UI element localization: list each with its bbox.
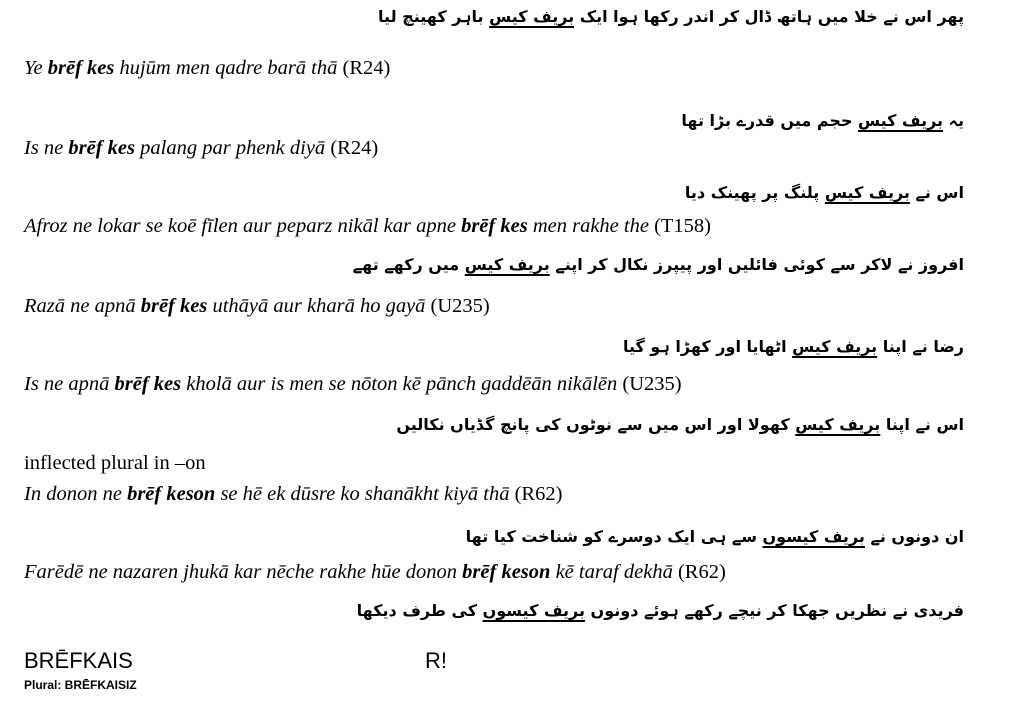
underlined-term: بریف کیس xyxy=(858,111,944,130)
urdu-example-2: یہ بریف کیس حجم میں قدرے بڑا تھا xyxy=(681,111,964,130)
bold-term: brēf kes xyxy=(114,373,182,395)
underlined-term: بریف کیس xyxy=(795,415,881,434)
underlined-term: بریف کیسوں xyxy=(482,601,585,620)
source-ref: (R62) xyxy=(677,561,726,583)
underlined-term: بریف کیسوں xyxy=(762,527,865,546)
underlined-term: بریف کیس xyxy=(464,255,550,274)
source-ref: (R24) xyxy=(330,137,379,159)
underlined-term: بریف کیس xyxy=(792,337,878,356)
urdu-example-1: پھر اس نے خلا میں ہاتھ ڈال کر اندر رکھا ہوا ایک بریف کیس باہر کھینچ لیا xyxy=(378,7,964,26)
latin-example-4: Razā ne apnā brēf kes uthāyā aur kharā ho gayā (U235) xyxy=(24,295,490,317)
latin-example-6: In donon ne brēf keson se hē ek dūsre ko shanākht kiyā thā (R62) xyxy=(24,483,563,505)
entry-mark: R! xyxy=(425,648,447,673)
urdu-example-3: اس نے بریف کیس پلنگ پر پھینک دیا xyxy=(684,183,964,202)
urdu-example-7: ان دونوں نے بریف کیسوں سے ہی ایک دوسرے کو شناخت کیا تھا xyxy=(465,527,964,546)
urdu-example-5: رضا نے اپنا بریف کیس اٹھایا اور کھڑا ہو گیا xyxy=(623,337,964,356)
bold-term: brēf kes xyxy=(68,137,136,159)
bold-term: brēf kes xyxy=(140,295,208,317)
latin-example-5: Is ne apnā brēf kes kholā aur is men se nōton kē pānch gaddēān nikālēn (U235) xyxy=(24,373,682,395)
source-ref: (R62) xyxy=(514,483,563,505)
source-ref: (R24) xyxy=(342,57,391,79)
source-ref: (T158) xyxy=(654,215,711,237)
headword: BRĒFKAIS xyxy=(24,648,133,673)
urdu-example-4: افروز نے لاکر سے کوئی فائلیں اور پیپرز نکال کر اپنے بریف کیس میں رکھے تھے xyxy=(352,255,964,274)
urdu-example-8: فریدی نے نظریں جھکا کر نیچے رکھے ہوئے دونوں بریف کیسوں کی طرف دیکھا xyxy=(356,601,964,620)
underlined-term: بریف کیس xyxy=(824,183,910,202)
bold-term: brēf keson xyxy=(127,483,216,505)
latin-example-2: Is ne brēf kes palang par phenk diyā (R24) xyxy=(24,137,379,159)
urdu-example-6: اس نے اپنا بریف کیس کھولا اور اس میں سے نوٹوں کی پانچ گڈیاں نکالیں xyxy=(396,415,964,434)
underlined-term: بریف کیس xyxy=(489,7,575,26)
bold-term: brēf kes xyxy=(47,57,115,79)
bold-term: brēf kes xyxy=(461,215,528,237)
latin-example-1: Ye brēf kes hujūm men qadre barā thā (R24) xyxy=(24,57,391,79)
source-ref: (U235) xyxy=(622,373,682,395)
latin-example-7: Farēdē ne nazaren jhukā kar nēche rakhe hūe donon brēf keson kē taraf dekhā (R62) xyxy=(24,561,726,583)
latin-example-3: Afroz ne lokar se koē fīlen aur peparz nikāl kar apne brēf kes men rakhe the (T158) xyxy=(24,215,711,237)
source-ref: (U235) xyxy=(430,295,490,317)
section-note: inflected plural in –on xyxy=(24,452,206,474)
plural-form: Plural: BRĒFKAISIZ xyxy=(24,678,137,692)
bold-term: brēf keson xyxy=(462,561,551,583)
